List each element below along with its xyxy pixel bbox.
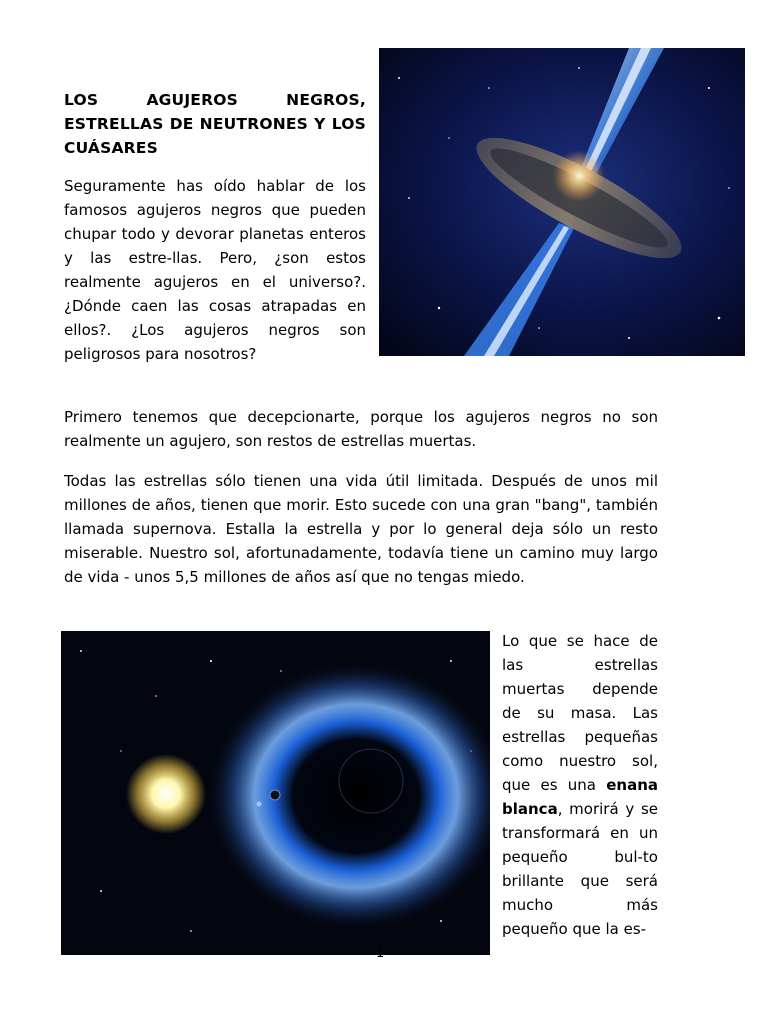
side-text-before: Lo que se hace de las estrellas muertas depende de su masa. Las estrellas pequeñas como nuestro sol, que es una (502, 632, 658, 794)
side-text-after: , morirá y se transformará en un pequeño bul-to brillante que será mucho más pequeño que la es- (502, 800, 658, 938)
side-paragraph (502, 629, 658, 941)
first-paragraph: Primero tenemos que decepcionarte, porque los agujeros negros no son realmente un agujero, son restos de estrellas muertas. (64, 408, 658, 450)
side-text-bold: enana blanca (502, 776, 658, 818)
quasar-image (379, 48, 745, 356)
page-title: LOS AGUJEROS NEGROS, ESTRELLAS DE NEUTRONES Y LOS CUÁSARES (64, 91, 366, 157)
stars-paragraph: Todas las estrellas sólo tienen una vida útil limitada. Después de unos mil millones de años, tienen que morir. Esto sucede con una gran "bang", también llamada supernova. Estalla la estrella y por lo general deja sólo un resto miserable. Nuestro sol, afortunadamente, todavía tiene un camino muy largo de vida - unos 5,5 millones de años así que no tengas miedo. (64, 472, 658, 586)
supernova-image (61, 631, 490, 955)
page-number: 1 (376, 946, 385, 961)
intro-paragraph: Seguramente has oído hablar de los famosos agujeros negros que pueden chupar todo y devorar planetas enteros y las estre-llas. Pero, ¿son estos realmente agujeros en el universo?.¿Dónde caen las cosas atrapadas en ellos?. ¿Los agujeros negros son peligrosos para nosotros? (64, 177, 366, 363)
